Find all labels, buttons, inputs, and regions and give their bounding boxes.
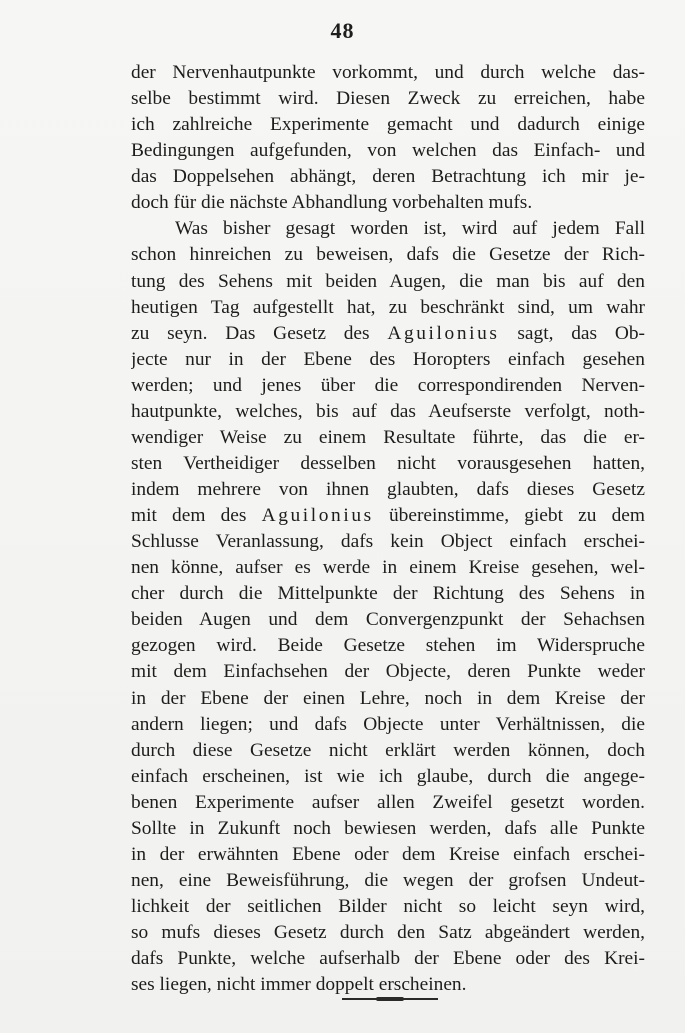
text-line: andern liegen; und dafs Objecte unter Verhältnissen, die [131, 713, 645, 735]
text-line: schon hinreichen zu beweisen, dafs die Gesetze der Rich- [131, 244, 645, 266]
text-line-with-name [131, 503, 645, 529]
text-line: wendiger Weise zu einem Resultate führte, das die er- [131, 426, 645, 448]
text-line: in der Ebene der einen Lehre, noch in dem Kreise der [131, 687, 645, 709]
text-line: einfach erscheinen, ist wie ich glaube, durch die angege- [131, 765, 645, 787]
end-ornament-rule [342, 998, 438, 1000]
body-text [131, 60, 645, 998]
spaced-name: Aguilonius [387, 322, 500, 344]
line-text-after: übereinstimme, giebt zu dem [373, 505, 645, 527]
text-line: Bedingungen aufgefunden, von welchen das Einfach- und [131, 140, 645, 162]
page-number: 48 [330, 18, 355, 43]
text-line: lichkeit der seitlichen Bilder nicht so leicht seyn wird, [131, 896, 645, 917]
paragraph-start-line: Was bisher gesagt worden ist, wird auf jedem Fall [175, 218, 645, 240]
text-line: so mufs dieses Gesetz durch den Satz abgeändert werden, [131, 922, 645, 944]
text-line: ses liegen, nicht immer doppelt erscheinen. [131, 974, 467, 996]
text-line-with-name [131, 321, 645, 347]
text-line: tung des Sehens mit beiden Augen, die man bis auf den [131, 270, 645, 292]
text-line: durch diese Gesetze nicht erklärt werden können, doch [131, 739, 645, 761]
text-line: beiden Augen und dem Convergenzpunkt der Sehachsen [131, 609, 645, 631]
text-line: der Nervenhautpunkte vorkommt, und durch welche das- [131, 62, 645, 83]
text-line: nen könne, aufser es werde in einem Kreise gesehen, wel- [131, 557, 645, 579]
text-line: dafs Punkte, welche aufserhalb der Ebene oder des Krei- [131, 948, 645, 970]
text-line: nen, eine Beweisführung, die wegen der grofsen Undeut- [131, 869, 645, 891]
text-line: benen Experimente aufser allen Zweifel gesetzt worden. [131, 791, 645, 813]
text-line: ich zahlreiche Experimente gemacht und dadurch einige [131, 114, 645, 136]
text-line: doch für die nächste Abhandlung vorbehalten mufs. [131, 192, 533, 214]
text-line: hautpunkte, welches, bis auf das Aeufserste verfolgt, noth- [131, 400, 645, 422]
line-text-after: sagt, das Ob- [499, 322, 645, 344]
line-text-before: zu seyn. Das Gesetz des [131, 322, 388, 344]
spaced-name: Aguilonius [261, 505, 374, 527]
text-line: sten Vertheidiger desselben nicht vorausgesehen hatten, [131, 452, 645, 474]
text-line: mit dem Einfachsehen der Objecte, deren Punkte weder [131, 661, 645, 683]
text-line: indem mehrere von ihnen glaubten, dafs dieses Gesetz [131, 479, 645, 500]
text-line: selbe bestimmt wird. Diesen Zweck zu erreichen, habe [131, 88, 645, 110]
text-line: werden; und jenes über die correspondirenden Nerven- [131, 374, 645, 396]
text-line: heutigen Tag aufgestellt hat, zu beschränkt sind, um wahr [131, 296, 645, 318]
text-line: Schlusse Veranlassung, dafs kein Object einfach erschei- [131, 531, 645, 553]
text-line: in der erwähnten Ebene oder dem Kreise einfach erschei- [131, 843, 645, 865]
line-text-before: mit dem des [131, 505, 262, 527]
text-line: jecte nur in der Ebene des Horopters einfach gesehen [131, 348, 645, 370]
text-line: cher durch die Mittelpunkte der Richtung des Sehens in [131, 583, 645, 605]
text-line: das Doppelsehen abhängt, deren Betrachtung ich mir je- [131, 166, 645, 188]
text-line: Sollte in Zukunft noch bewiesen werden, dafs alle Punkte [131, 817, 645, 839]
text-line: gezogen wird. Beide Gesetze stehen im Widerspruche [131, 635, 645, 657]
